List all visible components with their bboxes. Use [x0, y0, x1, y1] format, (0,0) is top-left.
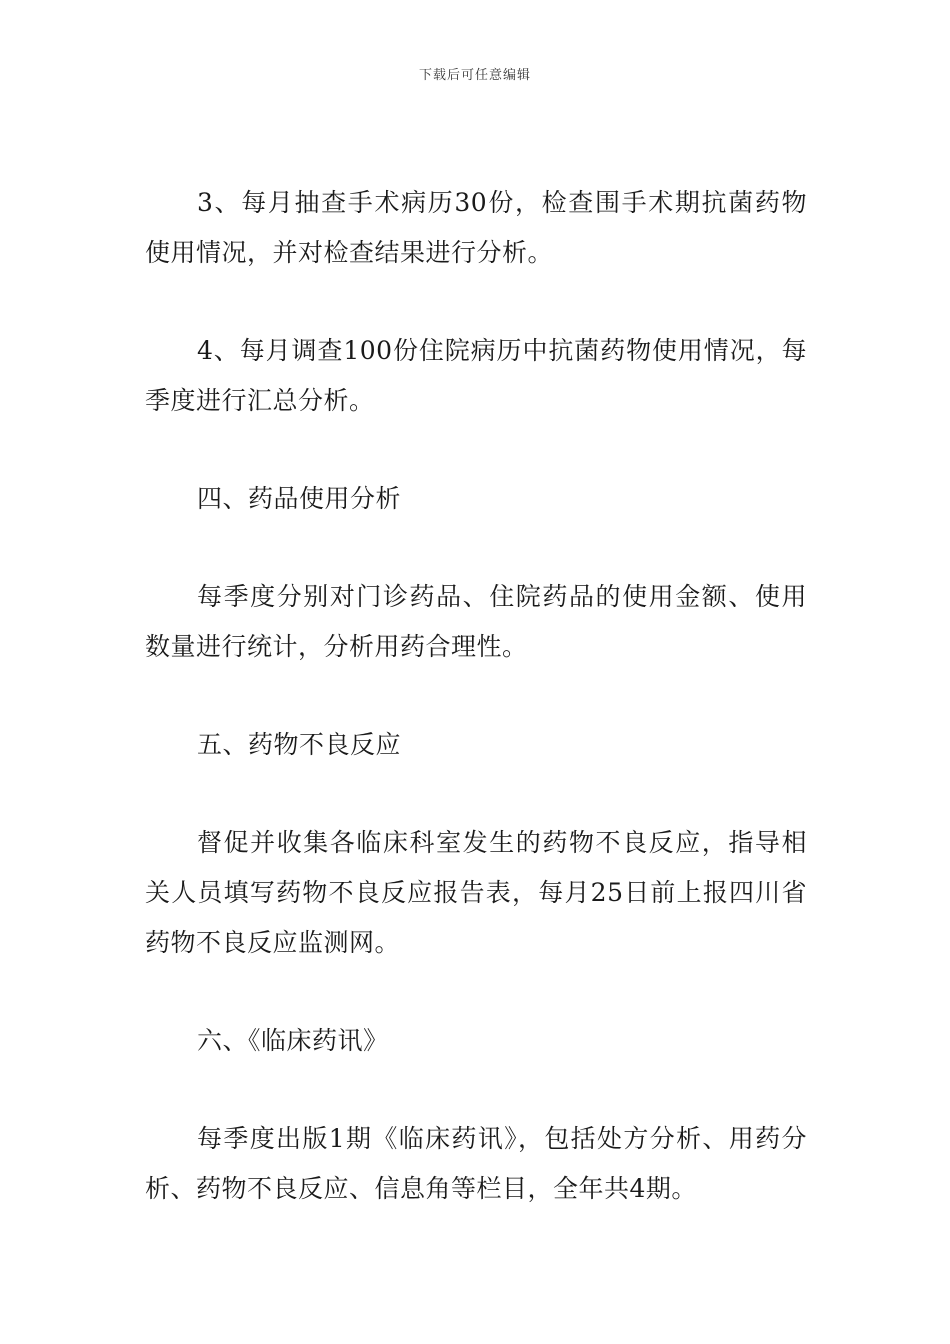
section-heading-6: 六、《临床药讯》 — [197, 1026, 389, 1055]
paragraph-clinical-bulletin: 每季度出版1期《临床药讯》，包括处方分析、用药分析、药物不良反应、信息角等栏目，全年共4期。 — [145, 1124, 807, 1203]
paragraph-drug-usage: 每季度分别对门诊药品、住院药品的使用金额、使用数量进行统计，分析用药合理性。 — [145, 582, 807, 661]
paragraph-item-3: 3、每月抽查手术病历30份，检查围手术期抗菌药物使用情况，并对检查结果进行分析。 — [145, 188, 807, 267]
section-heading-5: 五、药物不良反应 — [197, 730, 402, 759]
document-body — [145, 178, 807, 1262]
header-note: 下载后可任意编辑 — [418, 68, 531, 83]
paragraph-item-4: 4、每月调查100份住院病历中抗菌药物使用情况，每季度进行汇总分析。 — [145, 336, 807, 415]
paragraph-adverse-reactions: 督促并收集各临床科室发生的药物不良反应，指导相关人员填写药物不良反应报告表，每月25日前上报四川省药物不良反应监测网。 — [145, 828, 807, 957]
section-heading-4: 四、药品使用分析 — [197, 484, 402, 513]
